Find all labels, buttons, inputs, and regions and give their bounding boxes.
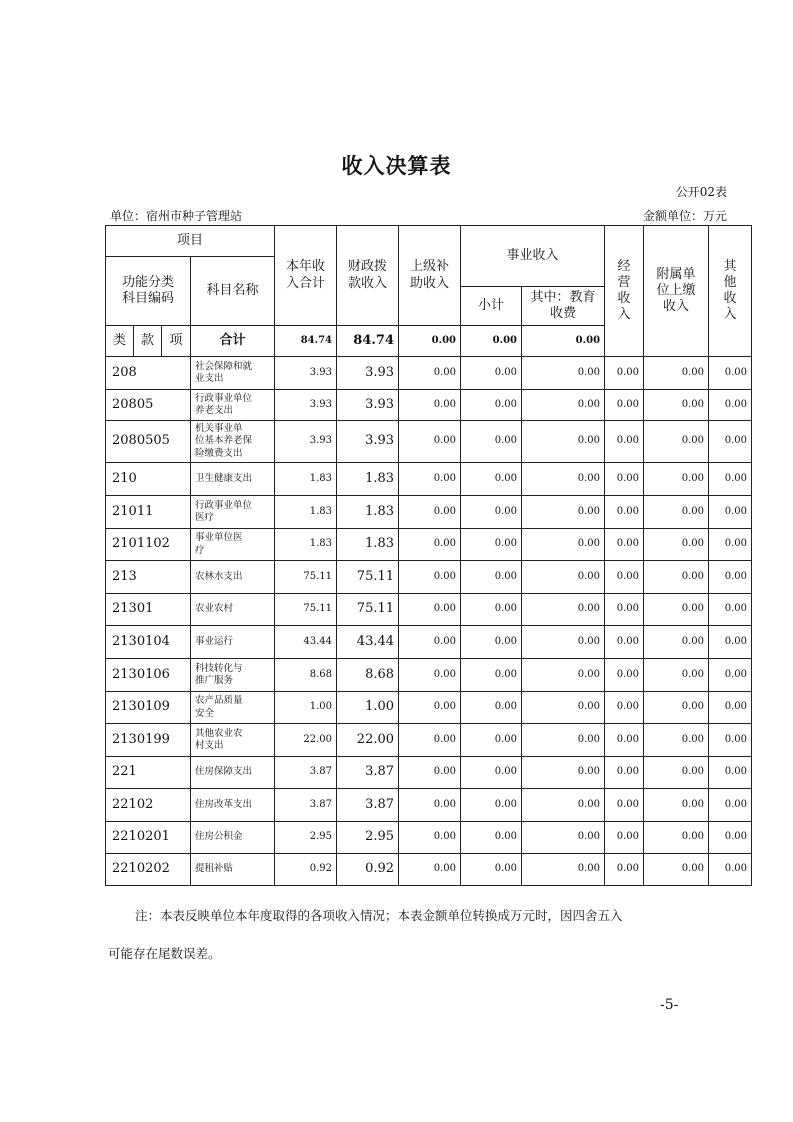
row-value: 43.44	[337, 626, 399, 659]
row-value: 22.00	[275, 724, 337, 757]
header-business-edu: 其中：教育 收费	[522, 287, 605, 326]
header-other: 其 他 收 入	[709, 226, 752, 357]
row-value: 0.00	[709, 594, 752, 626]
row-name: 卫生健康支出	[191, 463, 275, 496]
row-value: 0.00	[461, 594, 522, 626]
row-value: 0.00	[709, 659, 752, 692]
row-code: 2130106	[106, 659, 191, 692]
row-value: 0.00	[605, 529, 644, 561]
note-line-2: 可能存在尾数误差。	[108, 946, 221, 961]
header-func-code: 功能分类 科目编码	[106, 257, 191, 326]
row-code: 21011	[106, 496, 191, 529]
row-value: 0.00	[522, 822, 605, 854]
row-value: 0.00	[522, 724, 605, 757]
row-value: 0.00	[605, 757, 644, 789]
row-value: 3.93	[275, 390, 337, 421]
row-value: 0.00	[399, 626, 461, 659]
row-name: 住房改革支出	[191, 789, 275, 822]
table-row	[106, 724, 752, 757]
row-value: 0.00	[709, 561, 752, 594]
row-value: 0.00	[461, 659, 522, 692]
table-row	[106, 561, 752, 594]
row-value: 0.00	[522, 496, 605, 529]
row-value: 0.00	[605, 822, 644, 854]
row-value: 0.00	[644, 789, 709, 822]
row-value: 0.00	[399, 854, 461, 886]
row-value: 75.11	[337, 561, 399, 594]
row-value: 0.00	[461, 822, 522, 854]
row-value: 0.00	[605, 390, 644, 421]
row-value: 0.00	[399, 390, 461, 421]
row-value: 0.00	[605, 789, 644, 822]
row-value: 0.00	[399, 692, 461, 724]
row-value: 0.00	[644, 529, 709, 561]
row-value: 0.00	[461, 692, 522, 724]
row-value: 0.00	[709, 789, 752, 822]
row-value: 0.00	[605, 496, 644, 529]
row-value: 0.00	[644, 626, 709, 659]
row-value: 0.00	[605, 724, 644, 757]
row-name: 事业运行	[191, 626, 275, 659]
row-name: 住房公积金	[191, 822, 275, 854]
row-code: 2080505	[106, 421, 191, 463]
row-value: 3.87	[337, 757, 399, 789]
total-label: 合计	[191, 326, 275, 357]
row-code: 21301	[106, 594, 191, 626]
row-value: 0.00	[461, 529, 522, 561]
row-code: 221	[106, 757, 191, 789]
row-value: 0.00	[522, 463, 605, 496]
row-code: 213	[106, 561, 191, 594]
row-value: 0.00	[522, 529, 605, 561]
row-name: 行政事业单位 医疗	[191, 496, 275, 529]
row-value: 1.83	[275, 496, 337, 529]
row-value: 0.00	[461, 561, 522, 594]
row-value: 0.00	[522, 357, 605, 390]
row-value: 3.93	[337, 421, 399, 463]
row-value: 0.00	[461, 854, 522, 886]
row-value: 0.92	[275, 854, 337, 886]
row-value: 0.00	[461, 463, 522, 496]
row-value: 0.00	[399, 594, 461, 626]
row-value: 0.00	[644, 390, 709, 421]
income-table	[105, 225, 752, 886]
row-code: 2210202	[106, 854, 191, 886]
row-name: 机关事业单 位基本养老保 险缴费支出	[191, 421, 275, 463]
row-value: 1.83	[337, 529, 399, 561]
table-row	[106, 757, 752, 789]
row-value: 0.00	[461, 789, 522, 822]
row-value: 0.00	[605, 854, 644, 886]
row-code: 2210201	[106, 822, 191, 854]
row-value: 75.11	[275, 561, 337, 594]
page-title: 收入决算表	[341, 154, 452, 178]
total-cell: 0.00	[399, 326, 461, 357]
row-value: 0.00	[605, 692, 644, 724]
amount-unit-label: 金额单位：万元	[642, 209, 727, 223]
row-value: 0.00	[605, 659, 644, 692]
row-value: 0.00	[399, 789, 461, 822]
row-value: 0.00	[399, 822, 461, 854]
row-name: 住房保障支出	[191, 757, 275, 789]
total-cell: 0.00	[461, 326, 522, 357]
row-value: 3.87	[337, 789, 399, 822]
row-value: 0.00	[461, 421, 522, 463]
row-value: 0.00	[644, 822, 709, 854]
table-row	[106, 357, 752, 390]
header-total: 本年收 入合计	[275, 226, 337, 326]
row-name: 行政事业单位 养老支出	[191, 390, 275, 421]
table-code: 公开02表	[675, 185, 727, 199]
row-code: 2101102	[106, 529, 191, 561]
row-value: 0.00	[605, 357, 644, 390]
row-value: 0.00	[399, 561, 461, 594]
row-value: 0.00	[522, 390, 605, 421]
header-item: 项目	[106, 226, 275, 257]
row-value: 0.00	[709, 357, 752, 390]
header-kuan: 款	[134, 326, 162, 357]
row-name: 社会保障和就 业支出	[191, 357, 275, 390]
row-value: 3.93	[275, 421, 337, 463]
row-value: 8.68	[275, 659, 337, 692]
row-value: 1.00	[337, 692, 399, 724]
header-business-subtotal: 小计	[461, 287, 522, 326]
row-value: 0.00	[522, 626, 605, 659]
row-value: 8.68	[337, 659, 399, 692]
row-name: 其他农业农 村支出	[191, 724, 275, 757]
row-value: 0.00	[709, 724, 752, 757]
total-cell: 84.74	[337, 326, 399, 357]
table-row	[106, 854, 752, 886]
row-value: 0.00	[461, 626, 522, 659]
row-value: 0.00	[522, 789, 605, 822]
row-value: 0.00	[709, 626, 752, 659]
row-value: 0.00	[644, 421, 709, 463]
table-row	[106, 659, 752, 692]
row-code: 2130109	[106, 692, 191, 724]
row-code: 22102	[106, 789, 191, 822]
row-value: 0.00	[522, 421, 605, 463]
row-value: 3.93	[337, 357, 399, 390]
row-value: 0.00	[644, 854, 709, 886]
row-value: 0.00	[399, 357, 461, 390]
unit-label: 单位：宿州市种子管理站	[110, 209, 243, 223]
row-value: 0.00	[644, 724, 709, 757]
row-value: 1.83	[337, 496, 399, 529]
row-code: 2130104	[106, 626, 191, 659]
row-name: 事业单位医 疗	[191, 529, 275, 561]
row-value: 0.00	[399, 757, 461, 789]
row-value: 22.00	[337, 724, 399, 757]
row-value: 0.00	[709, 496, 752, 529]
table-row	[106, 626, 752, 659]
row-value: 0.00	[399, 724, 461, 757]
table-row	[106, 421, 752, 463]
row-value: 0.00	[644, 463, 709, 496]
row-value: 1.83	[337, 463, 399, 496]
row-value: 1.83	[275, 529, 337, 561]
table-row	[106, 692, 752, 724]
header-superior: 上级补 助收入	[399, 226, 461, 326]
row-value: 0.00	[644, 692, 709, 724]
row-value: 0.00	[644, 357, 709, 390]
row-value: 3.93	[275, 357, 337, 390]
row-name: 科技转化与 推广服务	[191, 659, 275, 692]
row-value: 0.00	[522, 659, 605, 692]
table-row	[106, 529, 752, 561]
row-value: 3.87	[275, 789, 337, 822]
row-value: 43.44	[275, 626, 337, 659]
table-row	[106, 390, 752, 421]
total-cell: 0.00	[522, 326, 605, 357]
row-value: 0.00	[709, 854, 752, 886]
row-value: 0.00	[709, 822, 752, 854]
row-value: 2.95	[275, 822, 337, 854]
row-value: 0.00	[399, 421, 461, 463]
row-value: 0.00	[605, 594, 644, 626]
row-value: 0.00	[522, 854, 605, 886]
header-subject-name: 科目名称	[191, 257, 275, 326]
header-business: 事业收入	[461, 226, 605, 287]
row-value: 0.00	[644, 561, 709, 594]
row-value: 75.11	[337, 594, 399, 626]
row-value: 0.00	[461, 390, 522, 421]
page-number: -5-	[660, 997, 679, 1013]
row-value: 0.00	[644, 659, 709, 692]
row-value: 0.00	[461, 724, 522, 757]
header-operating: 经 营 收 入	[605, 226, 644, 357]
header-lei: 类	[106, 326, 134, 357]
row-value: 0.00	[709, 390, 752, 421]
row-value: 0.00	[709, 529, 752, 561]
row-value: 0.00	[709, 421, 752, 463]
header-affiliated: 附属单 位上缴 收入	[644, 226, 709, 357]
row-name: 农林水支出	[191, 561, 275, 594]
row-value: 0.00	[461, 757, 522, 789]
row-value: 0.00	[605, 421, 644, 463]
row-value: 1.00	[275, 692, 337, 724]
table-row	[106, 594, 752, 626]
row-value: 0.00	[399, 659, 461, 692]
table-row	[106, 789, 752, 822]
row-value: 0.00	[644, 496, 709, 529]
row-value: 0.00	[522, 594, 605, 626]
row-value: 1.83	[275, 463, 337, 496]
row-name: 农业农村	[191, 594, 275, 626]
row-value: 0.00	[605, 463, 644, 496]
header-xiang: 项	[162, 326, 191, 357]
row-code: 210	[106, 463, 191, 496]
table-row	[106, 496, 752, 529]
row-value: 75.11	[275, 594, 337, 626]
row-value: 0.00	[709, 692, 752, 724]
row-value: 0.00	[522, 757, 605, 789]
row-value: 0.00	[605, 626, 644, 659]
row-value: 0.00	[644, 757, 709, 789]
row-value: 0.00	[605, 561, 644, 594]
note-line-1: 注：本表反映单位本年度取得的各项收入情况；本表金额单位转换成万元时，因四舍五入	[135, 908, 623, 923]
row-value: 3.87	[275, 757, 337, 789]
row-value: 0.00	[709, 757, 752, 789]
row-code: 2130199	[106, 724, 191, 757]
row-value: 0.00	[399, 529, 461, 561]
row-value: 0.92	[337, 854, 399, 886]
table-row	[106, 463, 752, 496]
header-fiscal: 财政拨 款收入	[337, 226, 399, 326]
row-value: 0.00	[399, 463, 461, 496]
row-value: 0.00	[522, 561, 605, 594]
row-value: 0.00	[644, 594, 709, 626]
row-value: 2.95	[337, 822, 399, 854]
row-value: 0.00	[399, 496, 461, 529]
row-name: 农产品质量 安全	[191, 692, 275, 724]
row-value: 0.00	[461, 496, 522, 529]
row-value: 3.93	[337, 390, 399, 421]
row-code: 20805	[106, 390, 191, 421]
table-row	[106, 822, 752, 854]
row-value: 0.00	[522, 692, 605, 724]
row-value: 0.00	[709, 463, 752, 496]
row-value: 0.00	[461, 357, 522, 390]
total-cell: 84.74	[275, 326, 337, 357]
row-code: 208	[106, 357, 191, 390]
row-name: 提租补贴	[191, 854, 275, 886]
